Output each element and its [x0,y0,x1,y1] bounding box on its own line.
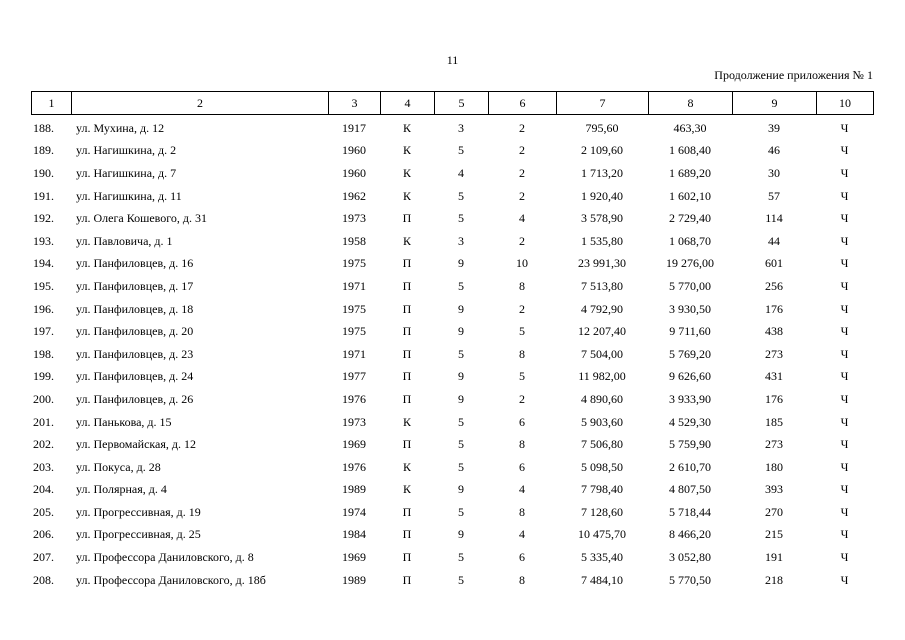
row-number-cell: 198. [33,346,54,361]
category-cell: Ч [840,414,849,429]
address-cell: ул. Нагишкина, д. 2 [76,143,177,158]
floors-cell: 9 [458,369,464,384]
address-cell: ул. Павловича, д. 1 [76,233,173,248]
floors-cell: 9 [458,527,464,542]
column-header-6: 6 [489,92,557,115]
table-row [31,479,873,502]
floors-cell: 5 [458,211,464,226]
wall-material-cell: П [402,550,412,565]
floors-cell: 5 [458,459,464,474]
row-number-cell: 208. [33,572,54,587]
total-area-cell: 12 207,40 [578,324,626,339]
wall-material-cell: К [402,414,411,429]
category-cell: Ч [840,301,849,316]
table-header [31,91,874,115]
continuation-label: Продолжение приложения № 1 [714,68,873,82]
address-cell: ул. Панькова, д. 15 [76,414,172,429]
living-area-cell: 5 769,20 [669,346,711,361]
entrances-cell: 8 [519,278,525,293]
entrances-cell: 6 [519,459,525,474]
year-built-cell: 1989 [342,482,366,497]
living-area-cell: 5 759,90 [669,437,711,452]
wall-material-cell: К [402,188,411,203]
year-built-cell: 1984 [342,527,366,542]
row-number-cell: 204. [33,482,54,497]
floors-cell: 5 [458,188,464,203]
entrances-cell: 8 [519,572,525,587]
address-cell: ул. Панфиловцев, д. 18 [76,301,194,316]
residents-cell: 46 [768,143,780,158]
residents-cell: 57 [768,188,780,203]
wall-material-cell: П [402,256,412,271]
row-number-cell: 200. [33,391,54,406]
category-cell: Ч [840,572,849,587]
total-area-cell: 4 792,90 [581,301,623,316]
total-area-cell: 23 991,30 [578,256,626,271]
residents-cell: 256 [765,278,783,293]
row-number-cell: 189. [33,143,54,158]
table-row [31,320,873,343]
living-area-cell: 3 930,50 [669,301,711,316]
year-built-cell: 1975 [342,256,366,271]
entrances-cell: 2 [519,165,525,180]
entrances-cell: 10 [516,256,528,271]
row-number-cell: 194. [33,256,54,271]
year-built-cell: 1974 [342,504,366,519]
table-row [31,501,873,524]
total-area-cell: 1 535,80 [581,233,623,248]
living-area-cell: 2 610,70 [669,459,711,474]
floors-cell: 5 [458,550,464,565]
living-area-cell: 9 711,60 [669,324,711,339]
category-cell: Ч [840,211,849,226]
table-row [31,298,873,321]
wall-material-cell: К [402,143,411,158]
year-built-cell: 1969 [342,550,366,565]
category-cell: Ч [840,459,849,474]
header-row [32,92,874,115]
total-area-cell: 2 109,60 [581,143,623,158]
table-row [31,388,873,411]
living-area-cell: 4 529,30 [669,414,711,429]
address-cell: ул. Панфиловцев, д. 16 [76,256,194,271]
entrances-cell: 8 [519,346,525,361]
address-cell: ул. Прогрессивная, д. 25 [76,527,201,542]
column-header-9: 9 [733,92,817,115]
address-cell: ул. Нагишкина, д. 11 [76,188,182,203]
living-area-cell: 1 602,10 [669,188,711,203]
entrances-cell: 2 [519,120,525,135]
table-row [31,275,873,298]
table-row [31,253,873,276]
row-number-cell: 192. [33,211,54,226]
wall-material-cell: П [402,527,412,542]
category-cell: Ч [840,369,849,384]
wall-material-cell: П [402,437,412,452]
row-number-cell: 206. [33,527,54,542]
address-cell: ул. Профессора Даниловского, д. 18б [76,572,266,587]
column-header-2: 2 [72,92,329,115]
column-header-8: 8 [649,92,733,115]
category-cell: Ч [840,346,849,361]
wall-material-cell: П [402,211,412,226]
table-row [31,343,873,366]
residents-cell: 176 [765,301,783,316]
entrances-cell: 2 [519,143,525,158]
year-built-cell: 1917 [342,120,366,135]
living-area-cell: 3 933,90 [669,391,711,406]
category-cell: Ч [840,143,849,158]
total-area-cell: 7 513,80 [581,278,623,293]
table-row [31,162,873,185]
living-area-cell: 1 068,70 [669,233,711,248]
year-built-cell: 1960 [342,165,366,180]
table-row [31,207,873,230]
year-built-cell: 1976 [342,391,366,406]
wall-material-cell: П [402,369,412,384]
table-row [31,433,873,456]
wall-material-cell: П [402,301,412,316]
total-area-cell: 4 890,60 [581,391,623,406]
category-cell: Ч [840,120,849,135]
residents-cell: 218 [765,572,783,587]
column-header-4: 4 [381,92,435,115]
wall-material-cell: П [402,504,412,519]
total-area-cell: 1 920,40 [581,188,623,203]
floors-cell: 5 [458,414,464,429]
year-built-cell: 1973 [342,414,366,429]
table-row [31,456,873,479]
table-row [31,546,873,569]
residents-cell: 30 [768,165,780,180]
entrances-cell: 6 [519,414,525,429]
address-cell: ул. Профессора Даниловского, д. 8 [76,550,254,565]
category-cell: Ч [840,482,849,497]
residents-cell: 176 [765,391,783,406]
entrances-cell: 4 [519,211,525,226]
table-body [31,117,873,591]
address-cell: ул. Панфиловцев, д. 20 [76,324,194,339]
table-row [31,230,873,253]
row-number-cell: 191. [33,188,54,203]
wall-material-cell: К [402,482,411,497]
floors-cell: 4 [458,165,464,180]
entrances-cell: 2 [519,233,525,248]
floors-cell: 5 [458,437,464,452]
living-area-cell: 5 718,44 [669,504,711,519]
living-area-cell: 1 689,20 [669,165,711,180]
floors-cell: 3 [458,233,464,248]
category-cell: Ч [840,324,849,339]
column-header-1: 1 [32,92,72,115]
floors-cell: 3 [458,120,464,135]
wall-material-cell: П [402,278,412,293]
table-row [31,569,873,592]
address-cell: ул. Олега Кошевого, д. 31 [76,211,207,226]
total-area-cell: 7 484,10 [581,572,623,587]
living-area-cell: 2 729,40 [669,211,711,226]
year-built-cell: 1977 [342,369,366,384]
year-built-cell: 1958 [342,233,366,248]
column-header-5: 5 [435,92,489,115]
residents-cell: 180 [765,459,783,474]
total-area-cell: 11 982,00 [578,369,626,384]
entrances-cell: 8 [519,504,525,519]
table-row [31,185,873,208]
table-row [31,411,873,434]
residents-cell: 270 [765,504,783,519]
year-built-cell: 1989 [342,572,366,587]
residents-cell: 431 [765,369,783,384]
total-area-cell: 7 128,60 [581,504,623,519]
living-area-cell: 8 466,20 [669,527,711,542]
page-number: 11 [446,53,459,67]
living-area-cell: 4 807,50 [669,482,711,497]
residents-cell: 215 [765,527,783,542]
year-built-cell: 1971 [342,346,366,361]
floors-cell: 5 [458,572,464,587]
column-header-3: 3 [329,92,381,115]
floors-cell: 5 [458,143,464,158]
total-area-cell: 7 798,40 [581,482,623,497]
year-built-cell: 1975 [342,324,366,339]
address-cell: ул. Покуса, д. 28 [76,459,161,474]
entrances-cell: 2 [519,301,525,316]
address-cell: ул. Мухина, д. 12 [76,120,165,135]
entrances-cell: 2 [519,391,525,406]
column-header-10: 10 [817,92,874,115]
row-number-cell: 193. [33,233,54,248]
year-built-cell: 1960 [342,143,366,158]
row-number-cell: 188. [33,120,54,135]
year-built-cell: 1962 [342,188,366,203]
row-number-cell: 195. [33,278,54,293]
total-area-cell: 1 713,20 [581,165,623,180]
table-row [31,366,873,389]
category-cell: Ч [840,437,849,452]
total-area-cell: 5 335,40 [581,550,623,565]
residents-cell: 273 [765,437,783,452]
year-built-cell: 1973 [342,211,366,226]
entrances-cell: 4 [519,527,525,542]
category-cell: Ч [840,233,849,248]
address-cell: ул. Нагишкина, д. 7 [76,165,177,180]
living-area-cell: 463,30 [673,120,707,135]
row-number-cell: 190. [33,165,54,180]
total-area-cell: 7 504,00 [581,346,623,361]
residents-cell: 601 [765,256,783,271]
row-number-cell: 205. [33,504,54,519]
category-cell: Ч [840,504,849,519]
total-area-cell: 3 578,90 [581,211,623,226]
address-cell: ул. Полярная, д. 4 [76,482,167,497]
wall-material-cell: К [402,459,411,474]
table-row [31,117,873,140]
residents-cell: 39 [768,120,780,135]
residents-cell: 393 [765,482,783,497]
category-cell: Ч [840,391,849,406]
table-row [31,140,873,163]
category-cell: Ч [840,527,849,542]
year-built-cell: 1976 [342,459,366,474]
total-area-cell: 10 475,70 [578,527,626,542]
living-area-cell: 5 770,50 [669,572,711,587]
address-cell: ул. Панфиловцев, д. 17 [76,278,194,293]
year-built-cell: 1975 [342,301,366,316]
row-number-cell: 207. [33,550,54,565]
category-cell: Ч [840,256,849,271]
wall-material-cell: К [402,120,411,135]
address-cell: ул. Панфиловцев, д. 26 [76,391,194,406]
floors-cell: 5 [458,346,464,361]
row-number-cell: 203. [33,459,54,474]
floors-cell: 9 [458,256,464,271]
category-cell: Ч [840,188,849,203]
wall-material-cell: П [402,391,412,406]
entrances-cell: 2 [519,188,525,203]
total-area-cell: 5 903,60 [581,414,623,429]
table-row [31,524,873,547]
category-cell: Ч [840,550,849,565]
wall-material-cell: П [402,346,412,361]
total-area-cell: 7 506,80 [581,437,623,452]
floors-cell: 5 [458,278,464,293]
residents-cell: 185 [765,414,783,429]
wall-material-cell: П [402,572,412,587]
row-number-cell: 202. [33,437,54,452]
row-number-cell: 197. [33,324,54,339]
residents-cell: 273 [765,346,783,361]
row-number-cell: 201. [33,414,54,429]
entrances-cell: 6 [519,550,525,565]
residents-cell: 191 [765,550,783,565]
residents-cell: 438 [765,324,783,339]
entrances-cell: 4 [519,482,525,497]
entrances-cell: 5 [519,324,525,339]
wall-material-cell: К [402,233,411,248]
row-number-cell: 196. [33,301,54,316]
total-area-cell: 5 098,50 [581,459,623,474]
row-number-cell: 199. [33,369,54,384]
address-cell: ул. Первомайская, д. 12 [76,437,196,452]
floors-cell: 9 [458,324,464,339]
floors-cell: 5 [458,504,464,519]
entrances-cell: 8 [519,437,525,452]
address-cell: ул. Панфиловцев, д. 24 [76,369,194,384]
year-built-cell: 1971 [342,278,366,293]
wall-material-cell: К [402,165,411,180]
category-cell: Ч [840,278,849,293]
column-header-7: 7 [557,92,649,115]
living-area-cell: 19 276,00 [666,256,714,271]
living-area-cell: 5 770,00 [669,278,711,293]
category-cell: Ч [840,165,849,180]
residents-cell: 44 [768,233,780,248]
living-area-cell: 3 052,80 [669,550,711,565]
living-area-cell: 1 608,40 [669,143,711,158]
housing-table [31,117,873,591]
floors-cell: 9 [458,482,464,497]
floors-cell: 9 [458,391,464,406]
total-area-cell: 795,60 [585,120,619,135]
address-cell: ул. Панфиловцев, д. 23 [76,346,194,361]
wall-material-cell: П [402,324,412,339]
address-cell: ул. Прогрессивная, д. 19 [76,504,201,519]
residents-cell: 114 [765,211,783,226]
year-built-cell: 1969 [342,437,366,452]
floors-cell: 9 [458,301,464,316]
living-area-cell: 9 626,60 [669,369,711,384]
entrances-cell: 5 [519,369,525,384]
